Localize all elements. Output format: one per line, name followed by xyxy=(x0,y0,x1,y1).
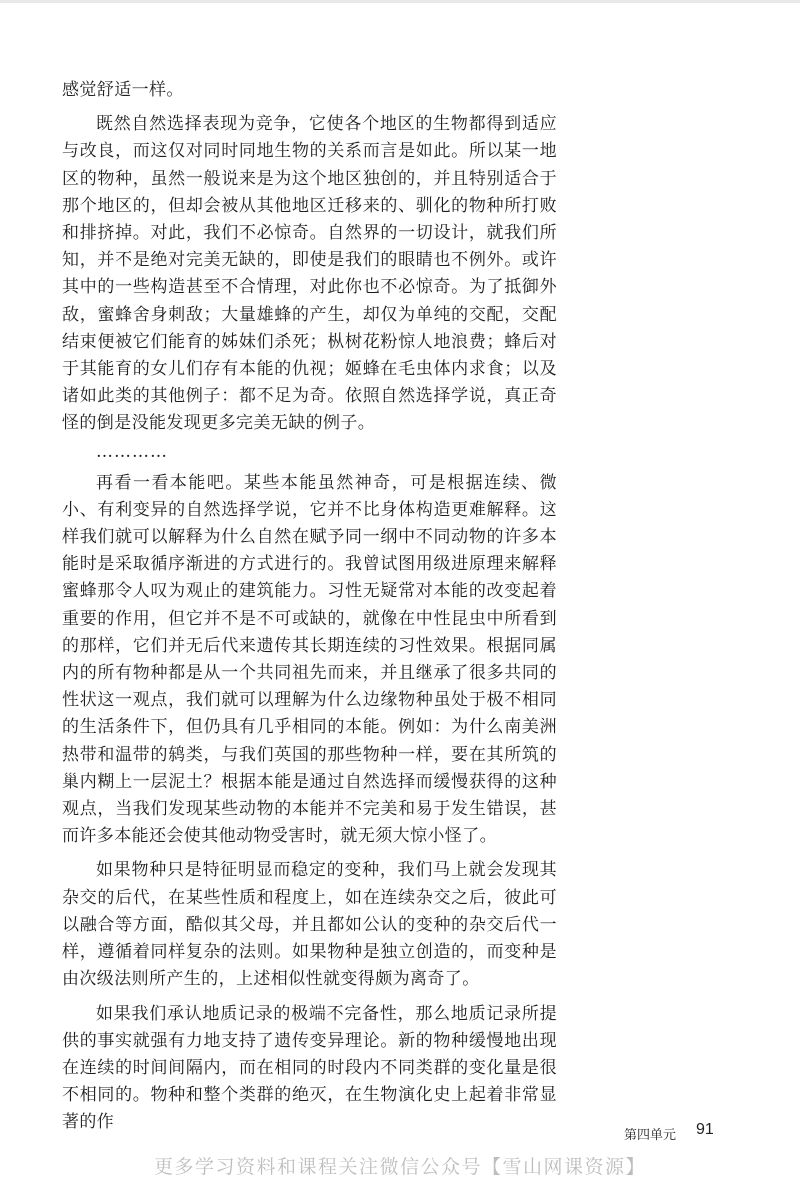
paragraph-instincts: 再看一看本能吧。某些本能虽然神奇，可是根据连续、微小、有利变异的自然选择学说，它并不比身体构造更难解释。这样我们就可以解释为什么自然在赋予同一纲中不同动物的许多本能时是采取循序渐进的方式进行的。我曾试图用级进原理来解释蜜蜂那令人叹为观止的建筑能力。习性无疑常对本能的改变起着重要的作用，但它并不是不可或缺的，就像在中性昆虫中所看到的那样，它们并无后代来遗传其长期连续的习性效果。根据同属内的所有物种都是从一个共同祖先而来，并且继承了很多共同的性状这一观点，我们就可以理解为什么边缘物种虽处于极不相同的生活条件下，但仍具有几乎相同的本能。例如：为什么南美洲热带和温带的鸫类，与我们英国的那些物种一样，要在其所筑的巢内糊上一层泥土？根据本能是通过自然选择而缓慢获得的这种观点，当我们发现某些动物的本能并不完美和易于发生错误，甚而许多本能还会使其他动物受害时，就无须大惊小怪了。 xyxy=(62,472,557,847)
paragraph-geological-record: 如果我们承认地质记录的极端不完备性，那么地质记录所提供的事实就强有力地支持了遗传变异理论。新的物种缓慢地出现在连续的时间间隔内，而在相同的时段内不同类群的变化量是很不相同的。物种和整个类群的绝灭，在生物演化史上起着非常显著的作 xyxy=(62,1003,557,1133)
scan-edge xyxy=(0,0,800,3)
paragraph-natural-selection: 既然自然选择表现为竞争，它使各个地区的生物都得到适应与改良，而这仅对同时同地生物的关系而言是如此。所以某一地区的物种，虽然一般说来是为这个地区独创的，并且特别适合于那个地区的，但却会被从其他地区迁移来的、驯化的物种所打败和排挤掉。对此，我们不必惊奇。自然界的一切设计，就我们所知，并不是绝对完美无缺的，即使是我们的眼睛也不例外。或许其中的一些构造甚至不合情理，对此你也不必惊奇。为了抵御外敌，蜜蜂舍身刺敌；大量雄蜂的产生，却仅为单纯的交配，交配结束便被它们能育的姊妹们杀死；枞树花粉惊人地浪费；蜂后对于其能育的女儿们存有本能的仇视；姬蜂在毛虫体内求食；以及诸如此类的其他例子：都不足为奇。依照自然选择学说，真正奇怪的倒是没能发现更多完美无缺的例子。 xyxy=(62,114,557,434)
page-body xyxy=(62,77,557,1137)
paragraph-continuation: 感觉舒适一样。 xyxy=(62,80,184,100)
footer-unit-label: 第四单元 xyxy=(624,1128,677,1143)
omission-ellipsis: ………… xyxy=(96,441,168,462)
watermark-text: 更多学习资料和课程关注微信公众号【雪山网课资源】 xyxy=(153,1156,646,1178)
page-number: 91 xyxy=(696,1121,714,1138)
paragraph-hybrids: 如果物种只是特征明显而稳定的变种，我们马上就会发现其杂交的后代，在某些性质和程度上，如在连续杂交之后，彼此可以融合等方面，酷似其父母，并且都如公认的变种的杂交后代一样，遵循着同样复杂的法则。如果物种是独立创造的，而变种是由次级法则所产生的，上述相似性就变得颇为离奇了。 xyxy=(62,860,557,990)
